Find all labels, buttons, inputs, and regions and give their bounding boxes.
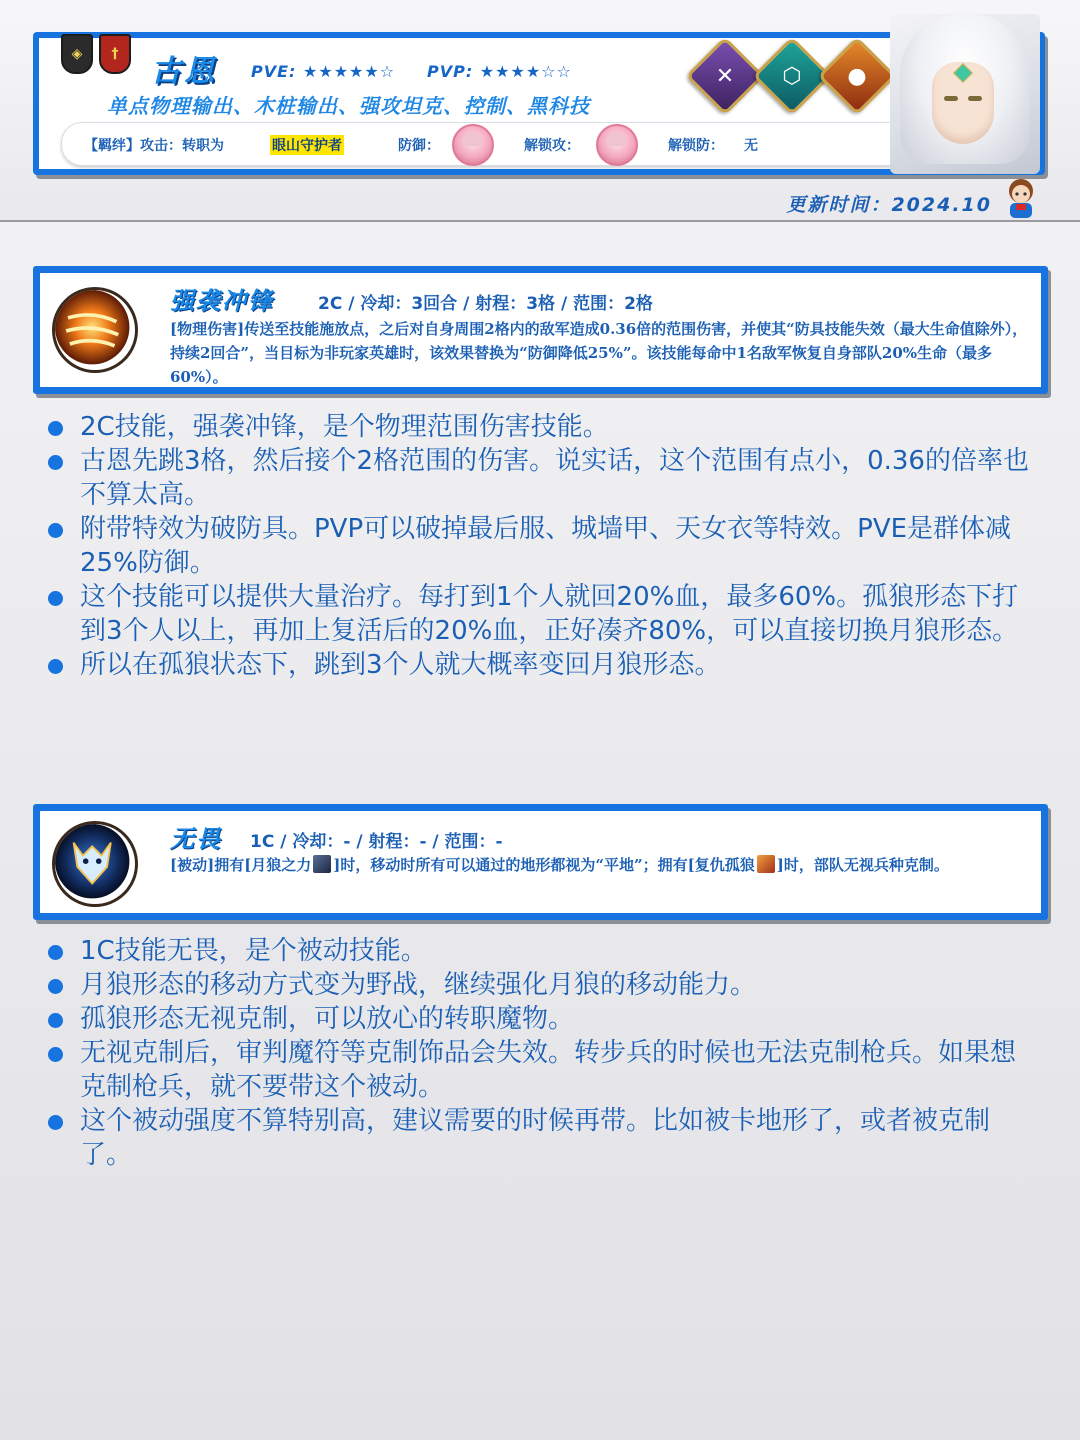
chibi-mascot-icon: [1000, 176, 1042, 220]
skill-1-name: 强袭冲锋: [170, 287, 274, 315]
skill-card-2: [33, 804, 1048, 920]
bond-defense-label: 防御：: [398, 138, 440, 154]
skill-1-description: [物理伤害]传送至技能施放点，之后对自身周围2格内的敌军造成0.36倍的范围伤害，并使其“防具技能失效（最大生命值除外），持续2回合”，当目标为非玩家英雄时，该效果替换为“防御降低25%”。该技能每命中1名敌军恢复自身部队20%生命（最多60%）。: [170, 320, 1028, 386]
hero-portrait: [890, 14, 1040, 174]
skill-2-notes: [46, 934, 1036, 1172]
sword-badge-icon: †: [99, 34, 131, 74]
flame-claw-icon: [52, 287, 138, 373]
list-item: 无视克制后，审判魔符等克制饰品会失效。转步兵的时候也无法克制枪兵。如果想克制枪兵，就不要带这个被动。: [46, 1036, 1036, 1104]
skill-card-1: [33, 266, 1048, 394]
skill-2-description-part3: ]时，部队无视兵种克制。: [776, 856, 949, 874]
wolf-head-icon: [52, 821, 138, 907]
list-item: 2C技能，强袭冲锋，是个物理范围伤害技能。: [46, 410, 1036, 444]
list-item: 这个技能可以提供大量治疗。每打到1个人就回20%血，最多60%。孤狼形态下打到3个人以上，再加上复活后的20%血，正好凑齐80%，可以直接切换月狼形态。: [46, 580, 1036, 648]
pvp-rating: PVP: ★★★★☆☆: [427, 62, 572, 81]
skill-1-notes: [46, 410, 1036, 682]
skill-2-description-part1: [被动]拥有[月狼之力: [170, 856, 312, 874]
list-item: 所以在孤狼状态下，跳到3个人就大概率变回月狼形态。: [46, 648, 1036, 682]
bond-bar: [61, 122, 923, 166]
bond-defense-avatar: [452, 124, 494, 166]
skill-2-meta: 1C / 冷却：- / 射程：- / 范围：-: [250, 832, 503, 852]
list-item: 附带特效为破防具。PVP可以破掉最后服、城墙甲、天女衣等特效。PVE是群体减25%防御。: [46, 512, 1036, 580]
bond-unlock-defense-label: 解锁防：: [668, 138, 724, 154]
skill-2-description-part2: ]时，移动时所有可以通过的地形都视为“平地”；拥有[复仇孤狼: [333, 856, 755, 874]
weapon-cross-icon: ✕: [685, 36, 764, 115]
list-item: 1C技能无畏，是个被动技能。: [46, 934, 1036, 968]
list-item: 这个被动强度不算特别高，建议需要的时候再带。比如被卡地形了，或者被克制了。: [46, 1104, 1036, 1172]
bond-unlock-attack-avatar: [596, 124, 638, 166]
bond-unlock-attack-label: 解锁攻：: [524, 138, 580, 154]
bond-label: 【羁绊】攻击：转职为: [84, 138, 224, 154]
update-time: 更新时间：2024.10: [786, 194, 992, 216]
hero-name: 古恩: [151, 54, 217, 89]
cat-badge-icon: ◈: [61, 34, 93, 74]
bond-unlock-defense-value: 无: [744, 138, 758, 154]
list-item: 孤狼形态无视克制，可以放心的转职魔物。: [46, 1002, 1036, 1036]
moon-wolf-power-icon: [313, 855, 331, 873]
list-item: 古恩先跳3格，然后接个2格范围的伤害。说实话，这个范围有点小，0.36的倍率也不算太高。: [46, 444, 1036, 512]
bond-attack-target: 眼山守护者: [270, 135, 344, 155]
crystal-shield-icon: ⬡: [752, 36, 831, 115]
pve-rating: PVE: ★★★★★☆: [251, 62, 396, 81]
vengeful-wolf-icon: [757, 855, 775, 873]
skill-2-description: [170, 853, 1040, 877]
fire-orb-icon: ●: [817, 36, 896, 115]
hero-roles: 单点物理输出、木桩输出、强攻坦克、控制、黑科技: [107, 94, 590, 118]
list-item: 月狼形态的移动方式变为野战，继续强化月狼的移动能力。: [46, 968, 1036, 1002]
skill-1-meta: 2C / 冷却：3回合 / 射程：3格 / 范围：2格: [318, 294, 653, 314]
skill-2-name: 无畏: [170, 825, 222, 853]
